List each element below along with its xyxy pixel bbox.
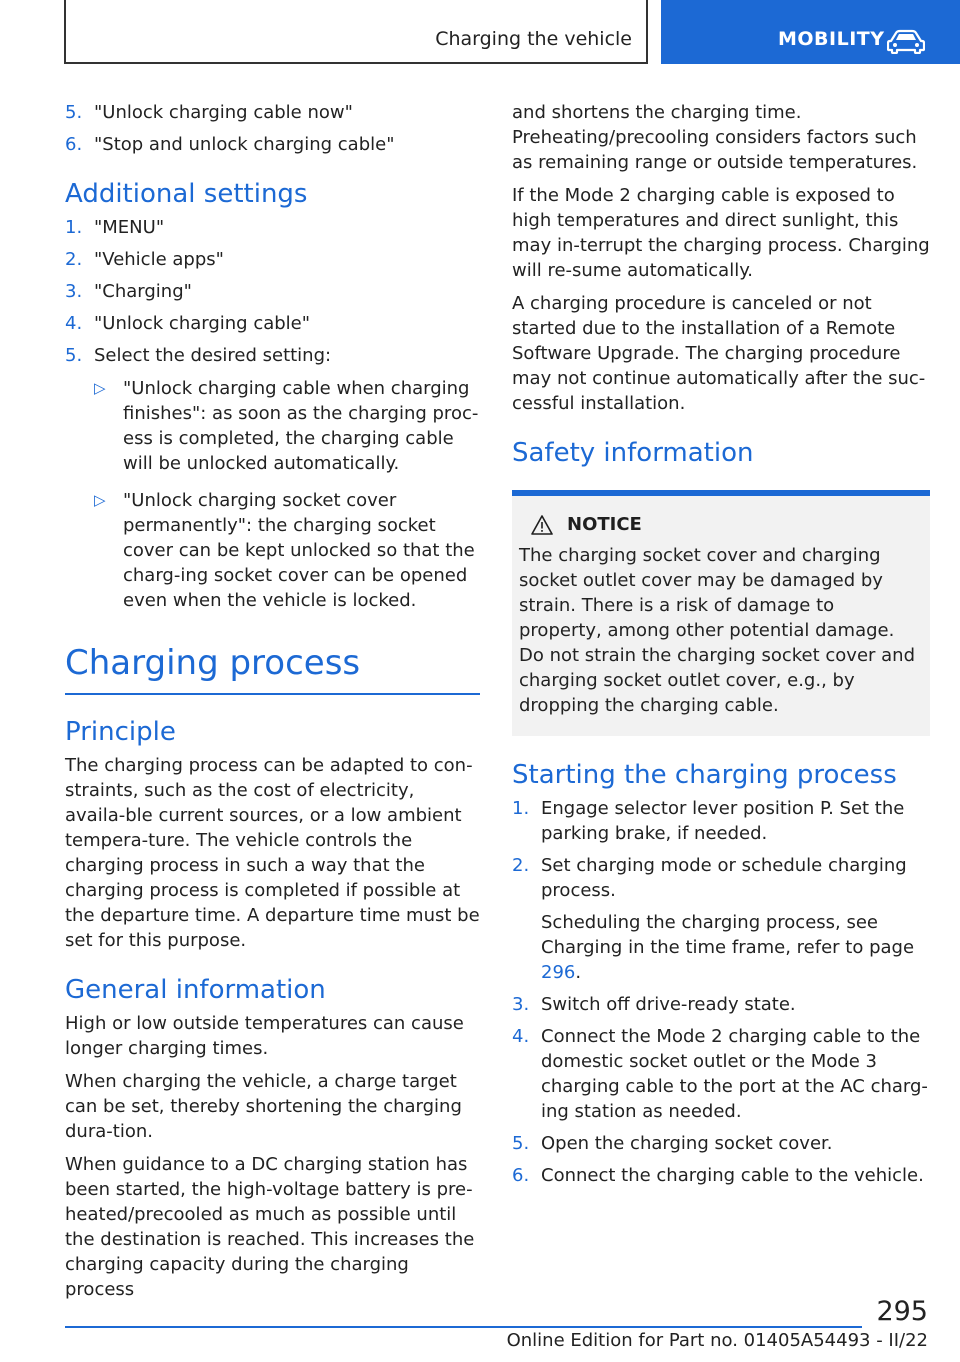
principle-text: The charging process can be adapted to con‐straints, such as the cost of electricity, availa‐ble current sources, or a low ambient tempera‐ture. The vehicle controls the charging process in such a way that the charging process is completed if possible at the departure time. A departure time must be set for this purpose. (65, 755, 480, 951)
safety-information-heading: Safety information (512, 438, 754, 468)
intro-steps (65, 100, 480, 157)
page-link[interactable]: 296 (541, 962, 576, 983)
additional-settings-steps (65, 215, 480, 613)
software-upgrade-paragraph: A charging procedure is canceled or not started due to the installation of a Remote Software Upgrade. The charging procedure may not continue automatically after the suc‐cessful installation. (512, 293, 926, 414)
list-item: 4. Connect the Mode 2 charging cable to the domestic socket outlet or the Mode 3 charging cable to the port at the AC charg‐ing station as needed. (512, 1026, 928, 1122)
car-icon (887, 28, 925, 54)
list-item: 2. "Vehicle apps" (65, 249, 224, 270)
list-item: 5. Open the charging socket cover. (512, 1133, 833, 1154)
list-item: 2. Set charging mode or schedule charging process. Scheduling the charging process, see Charging in the time frame, refer to page 296. (512, 853, 930, 985)
footer-edition: Online Edition for Part no. 01405A54493 - II/22 (506, 1330, 928, 1351)
list-item: 3. "Charging" (65, 281, 192, 302)
notice-title: NOTICE (519, 514, 922, 535)
bullet-item: ▷ "Unlock charging cable when charging finishes": as soon as the charging proc‐ess is completed, the charging cable will be unlocked automatically. (94, 378, 479, 474)
list-item: 5. Select the desired setting: ▷ "Unlock charging cable when charging finishes": as soon as the charging proc‐ess is completed, the charging cable will be unlocked automatically. ▷ "Unlock charging socket cover permanently": the charging socket cover can be kept unlocked so that the charg‐ing socket cover can be opened even when the vehicle is locked. (65, 345, 479, 611)
setting-options (94, 376, 480, 613)
list-item: 4. "Unlock charging cable" (65, 313, 311, 334)
page-number: 295 (876, 1296, 928, 1327)
continued-paragraph: and shortens the charging time. Preheating/precooling considers factors such as remaining range or outside temperatures. (512, 102, 918, 173)
notice-text: The charging socket cover and charging socket outlet cover may be damaged by strain. There is a risk of damage to property, among other potential damage. Do not strain the charging socket cover and charging socket outlet cover, e.g., by dropping the charging cable. (519, 545, 915, 716)
general-information-heading: General information (65, 975, 326, 1005)
list-item: 6. "Stop and unlock charging cable" (65, 134, 395, 155)
list-item: 3. Switch off drive-ready state. (512, 994, 796, 1015)
general-paragraph-1: High or low outside temperatures can cause longer charging times. (65, 1013, 464, 1059)
header-chapter-tab[interactable] (661, 0, 960, 64)
triangle-bullet-icon: ▷ (94, 491, 106, 509)
additional-settings-heading: Additional settings (65, 179, 308, 209)
mode2-paragraph: If the Mode 2 charging cable is exposed to high temperatures and direct sunlight, this may in‐terrupt the charging process. Charging will re‐sume automatically. (512, 185, 930, 281)
list-item: 1. "MENU" (65, 217, 165, 238)
principle-heading: Principle (65, 717, 176, 747)
warning-triangle-icon (531, 515, 553, 535)
footer-divider (65, 1326, 862, 1328)
notice-box (512, 490, 930, 736)
triangle-bullet-icon: ▷ (94, 379, 106, 397)
list-item: 6. Connect the charging cable to the vehicle. (512, 1165, 924, 1186)
charging-process-heading: Charging process (65, 643, 480, 695)
starting-steps (512, 796, 930, 1188)
left-column (65, 100, 480, 1310)
list-item: 1. Engage selector lever position P. Set the parking brake, if needed. (512, 798, 905, 844)
header-section-title: Charging the vehicle (435, 28, 632, 50)
list-item: 5. "Unlock charging cable now" (65, 102, 353, 123)
general-paragraph-3: When guidance to a DC charging station has been started, the high-voltage battery is pre‐heated/precooled as much as possible until the destination is reached. This increases the charging capacity during the charging process (65, 1154, 475, 1300)
header-chapter-title: MOBILITY (778, 28, 885, 50)
right-column (512, 100, 930, 1195)
header-section-box (64, 0, 648, 64)
page-reference: Scheduling the charging process, see Charging in the time frame, refer to page 296. (541, 912, 915, 983)
bullet-item: ▷ "Unlock charging socket cover permanently": the charging socket cover can be kept unlocked so that the charg‐ing socket cover can be opened even when the vehicle is locked. (94, 490, 475, 611)
general-paragraph-2: When charging the vehicle, a charge target can be set, thereby shortening the charging dura‐tion. (65, 1071, 462, 1142)
starting-heading: Starting the charging process (512, 760, 897, 790)
